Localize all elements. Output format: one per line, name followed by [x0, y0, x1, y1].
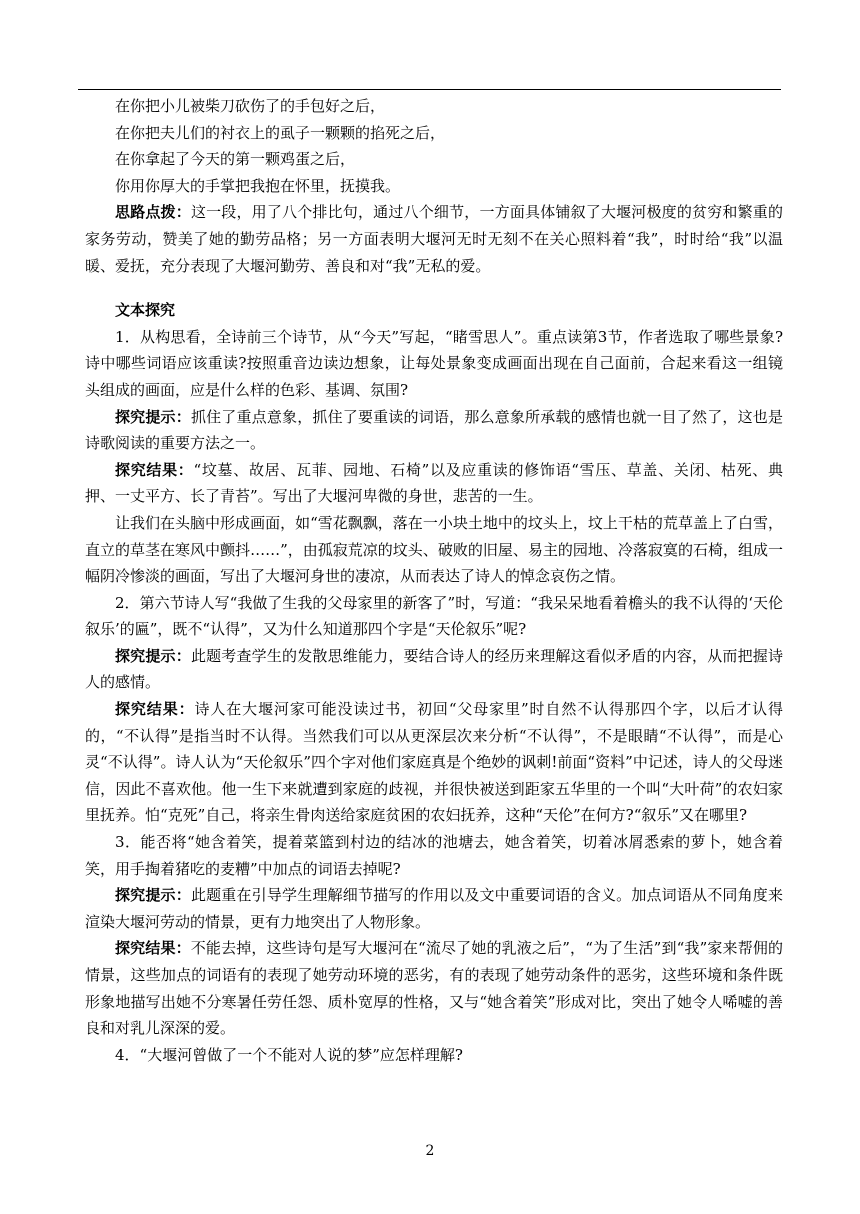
q1-result-label: 探究结果：	[115, 460, 194, 479]
q3-result	[85, 935, 783, 1041]
q1-extra: 让我们在头脑中形成画面，如“雪花飘飘，落在一小块土地中的坟头上，坟上干枯的荒草盖上了白雪，直立的草茎在寒风中颤抖……”，由孤寂荒凉的坟头、破败的旧屋、易主的园地、冷落寂寞的石椅，组成一幅阴冷惨淡的画面，写出了大堰河身世的凄凉，从而表达了诗人的悼念哀伤之情。	[85, 513, 783, 586]
q3-result-label: 探究结果：	[115, 939, 191, 958]
page-number: 2	[425, 1143, 435, 1159]
question-2: 2．第六节诗人写“我做了生我的父母家里的新客了”时，写道：“我呆呆地看着檐头的我不认得的‘天伦叙乐’的匾”，既不“认得”，又为什么知道那四个字是“天伦叙乐”呢?	[85, 593, 783, 639]
q2-hint-text: 此题考查学生的发散思维能力，要结合诗人的经历来理解这看似矛盾的内容，从而把握诗人的感情。	[85, 646, 783, 692]
section-title: 文本探究	[115, 301, 176, 320]
q1-hint	[85, 404, 783, 457]
section-gap	[85, 279, 783, 297]
q2-result-label: 探究结果：	[115, 700, 195, 719]
document-body	[85, 93, 783, 1068]
poem-line: 在你把小儿被柴刀砍伤了的手包好之后，	[115, 97, 386, 115]
poem-line: 在你拿起了今天的第一颗鸡蛋之后，	[115, 150, 356, 169]
q1-hint-label: 探究提示：	[115, 407, 191, 426]
q1-result-text: “坟墓、故居、瓦菲、园地、石椅”以及应重读的修饰语“雪压、草盖、关闭、枯死、典押、一丈平方、长了青苔”。写出了大堰河卑微的身世，悲苦的一生。	[85, 460, 783, 506]
guide-text: 这一段，用了八个排比句，通过八个细节，一方面具体铺叙了大堰河极度的贫穷和繁重的家务劳动，赞美了她的勤劳品格；另一方面表明大堰河无时无刻不在关心照料着“我”，时时给“我”以温暖、爱抚，充分表现了大堰河勤劳、善良和对“我”无私的爱。	[85, 203, 783, 275]
question-1: 1．从构思看，全诗前三个诗节，从“今天”写起，“睹雪思人”。重点读第3节，作者选取了哪些景象?诗中哪些词语应该重读?按照重音边读边想象，让每处景象变成画面出现在自己面前，合起来看这一组镜头组成的画面，应是什么样的色彩、基调、氛围?	[85, 327, 783, 399]
poem-line: 在你把夫儿们的衬衣上的虱子一颗颗的掐死之后，	[115, 123, 446, 142]
q2-hint-label: 探究提示：	[115, 646, 191, 665]
question-4: 4．“大堰河曾做了一个不能对人说的梦”应怎样理解?	[115, 1045, 463, 1064]
question-3: 3．能否将“她含着笑，提着菜篮到村边的结冰的池塘去，她含着笑，切着冰屑悉索的萝卜，她含着笑，用手掏着猪吃的麦糟”中加点的词语去掉呢?	[85, 833, 783, 878]
header-rule	[78, 89, 781, 90]
poem-line: 你用你厚大的手掌把我抱在怀里，抚摸我。	[115, 176, 401, 195]
guide-paragraph	[85, 199, 783, 279]
q2-hint	[85, 643, 783, 696]
q3-hint	[85, 882, 783, 935]
guide-label: 思路点拨：	[115, 203, 191, 222]
q1-hint-text: 抓住了重点意象，抓住了要重读的词语，那么意象所承载的感情也就一目了然了，这也是诗歌阅读的重要方法之一。	[85, 407, 783, 453]
q3-hint-text: 此题重在引导学生理解细节描写的作用以及文中重要词语的含义。加点词语从不同角度来渲染大堰河劳动的情景，更有力地突出了人物形象。	[85, 886, 783, 931]
q3-result-text: 不能去掉，这些诗句是写大堰河在“流尽了她的乳液之后”，“为了生活”到“我”家来帮佣的情景，这些加点的词语有的表现了她劳动环境的恶劣，有的表现了她劳动条件的恶劣，这些环境和条件既形象地描写出她不分寒暑任劳任怨、质朴宽厚的性格，又与“她含着笑”形成对比，突出了她令人唏嘘的善良和对乳儿深深的爱。	[85, 939, 783, 1038]
q3-hint-label: 探究提示：	[115, 886, 191, 905]
q1-result	[85, 457, 783, 510]
q2-result-text: 诗人在大堰河家可能没读过书，初回“父母家里”时自然不认得那四个字，以后才认得的，“不认得”是指当时不认得。当然我们可以从更深层次来分析“不认得”，不是眼睛“不认得”，而是心灵“不认得”。诗人认为“天伦叙乐”四个字对他们家庭真是个绝妙的讽刺!前面“资料”中记述，诗人的父母迷信，因此不喜欢他。他一生下来就遭到家庭的歧视，并很快被送到距家五华里的一个叫“大叶荷”的农妇家里抚养。怕“克死”自己，将亲生骨肉送给家庭贫困的农妇抚养，这种“天伦”在何方?“叙乐”又在哪里?	[85, 700, 783, 825]
q2-result	[85, 696, 783, 829]
